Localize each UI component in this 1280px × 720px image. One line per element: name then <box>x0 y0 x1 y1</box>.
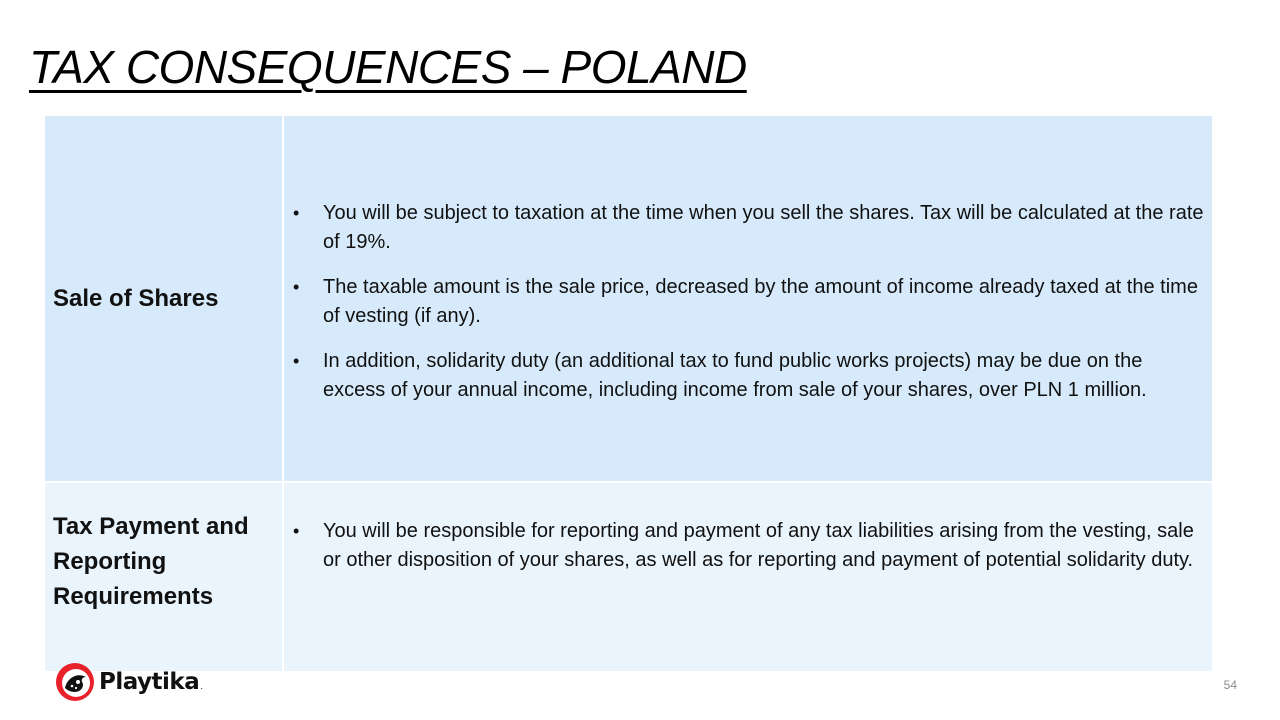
tax-consequences-table <box>43 114 1214 673</box>
bullet-icon: • <box>293 276 300 297</box>
table-row-tax-payment <box>44 482 1213 672</box>
page-number: 54 <box>1223 678 1237 692</box>
bullet-icon: • <box>293 350 300 371</box>
bullet-icon: • <box>293 521 300 541</box>
logo-text: Playtika <box>99 669 200 695</box>
bullet-list <box>284 517 1212 575</box>
bullet-text: The taxable amount is the sale price, decreased by the amount of income already taxed at the time of vesting (if any). <box>323 275 1198 327</box>
bullet-item <box>284 347 1204 405</box>
bullet-list <box>284 199 1212 405</box>
bullet-text: You will be responsible for reporting and payment of any tax liabilities arising from the vesting, sale or other disposition of your shares, as well as for reporting and payment of potential solidarity duty. <box>323 520 1194 571</box>
playtika-logo <box>55 662 203 702</box>
bullet-icon: • <box>293 202 300 223</box>
logo-dot: . <box>200 681 204 692</box>
bullet-item <box>284 199 1204 257</box>
slide-title: TAX CONSEQUENCES – POLAND <box>29 41 747 93</box>
bullet-item <box>284 517 1204 575</box>
bullet-text: You will be subject to taxation at the time when you sell the shares. Tax will be calculated at the rate of 19%. <box>323 201 1204 253</box>
playtika-cheetah-logo-icon <box>55 662 95 702</box>
row-label-sale-of-shares: Sale of Shares <box>44 115 283 482</box>
table-row-sale-of-shares <box>44 115 1213 482</box>
bullet-text: In addition, solidarity duty (an additional tax to fund public works projects) may be due on the excess of your annual income, including income from sale of your shares, over PLN 1 million. <box>323 349 1147 401</box>
bullet-item <box>284 273 1204 331</box>
row-content-sale-of-shares <box>283 115 1213 482</box>
row-label-tax-payment: Tax Payment and Reporting Requirements <box>44 482 283 672</box>
row-content-tax-payment <box>283 482 1213 672</box>
